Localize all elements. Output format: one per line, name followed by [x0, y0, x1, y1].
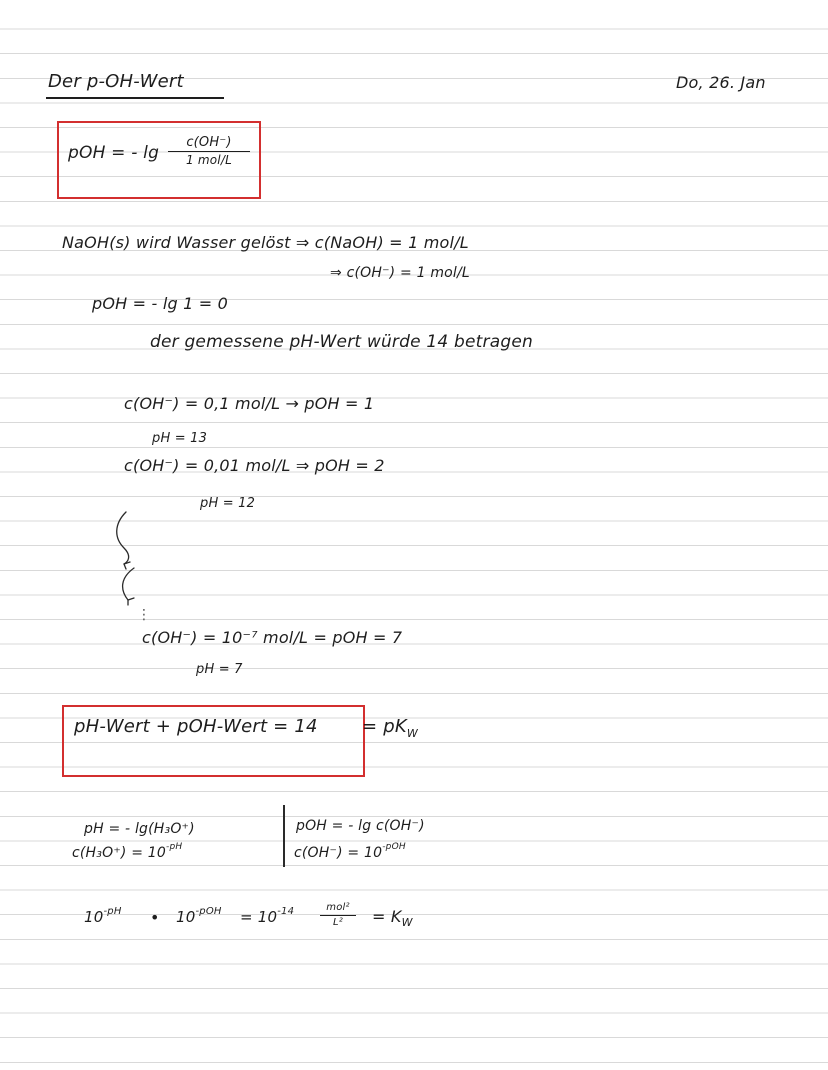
product-result-k: = K	[372, 907, 402, 926]
product-result	[372, 907, 413, 929]
relation-right-1: pOH = - lg c(OH⁻)	[296, 818, 425, 834]
naoh-note: der gemessene pH-Wert würde 14 betragen	[150, 332, 533, 352]
example2-ph: pH = 12	[200, 496, 256, 511]
key-formula-subscript: W	[406, 727, 418, 740]
definition-fraction	[168, 136, 250, 166]
naoh-line2: ⇒ c(OH⁻) = 1 mol/L	[330, 265, 470, 281]
product-base1: 10	[84, 908, 104, 926]
title-underline	[46, 97, 224, 99]
product-exp3: -14	[277, 906, 295, 917]
product-exp2: -pOH	[195, 906, 222, 917]
definition-denominator: 1 mol/L	[186, 153, 232, 168]
fraction-bar	[168, 151, 250, 152]
column-divider	[283, 805, 285, 867]
product-exp1: -pH	[103, 906, 122, 917]
product-base2: 10	[176, 908, 196, 926]
key-formula-rest	[362, 716, 418, 740]
page-title: Der p-OH-Wert	[48, 71, 184, 92]
example2: c(OH⁻) = 0,01 mol/L ⇒ pOH = 2	[124, 456, 385, 475]
product-term2	[176, 906, 222, 926]
product-equals1: = 10	[240, 908, 278, 926]
relation-left-2-exp: -pH	[166, 842, 183, 852]
naoh-line1: NaOH(s) wird Wasser gelöst ⇒ c(NaOH) = 1 mol/L	[62, 233, 469, 252]
definition-numerator: c(OH⁻)	[186, 135, 232, 150]
definition-lhs: pOH = - lg	[68, 143, 160, 163]
example3: c(OH⁻) = 10⁻⁷ mol/L = pOH = 7	[142, 628, 403, 647]
product-dot: •	[150, 908, 160, 927]
example3-ph: pH = 7	[196, 662, 243, 677]
relation-left-2-base: c(H₃O⁺) = 10	[72, 845, 167, 861]
product-unit-num: mol²	[326, 902, 350, 913]
relation-right-2-exp: -pOH	[382, 842, 406, 852]
page-date: Do, 26. Jan	[676, 73, 766, 92]
ellipsis-dots: ⋮	[137, 607, 151, 623]
relation-right-2-base: c(OH⁻) = 10	[294, 845, 383, 861]
product-unit-fraction	[320, 903, 356, 928]
product-term3	[240, 906, 295, 926]
example1-ph: pH = 13	[152, 431, 208, 446]
key-formula: pH-Wert + pOH-Wert = 14	[74, 716, 318, 737]
product-result-sub: W	[401, 916, 413, 929]
relation-left-1: pH = - lg(H₃O⁺)	[84, 821, 195, 837]
product-unit-bar	[320, 915, 356, 916]
relation-right-2	[294, 842, 406, 861]
key-formula-pk: = pK	[362, 716, 407, 737]
continuation-arrows	[112, 508, 152, 608]
product-unit-den: L²	[333, 917, 343, 929]
relation-left-2	[72, 842, 183, 861]
product-term1	[84, 906, 122, 926]
example1: c(OH⁻) = 0,1 mol/L → pOH = 1	[124, 394, 375, 413]
naoh-poh: pOH = - lg 1 = 0	[92, 294, 229, 313]
